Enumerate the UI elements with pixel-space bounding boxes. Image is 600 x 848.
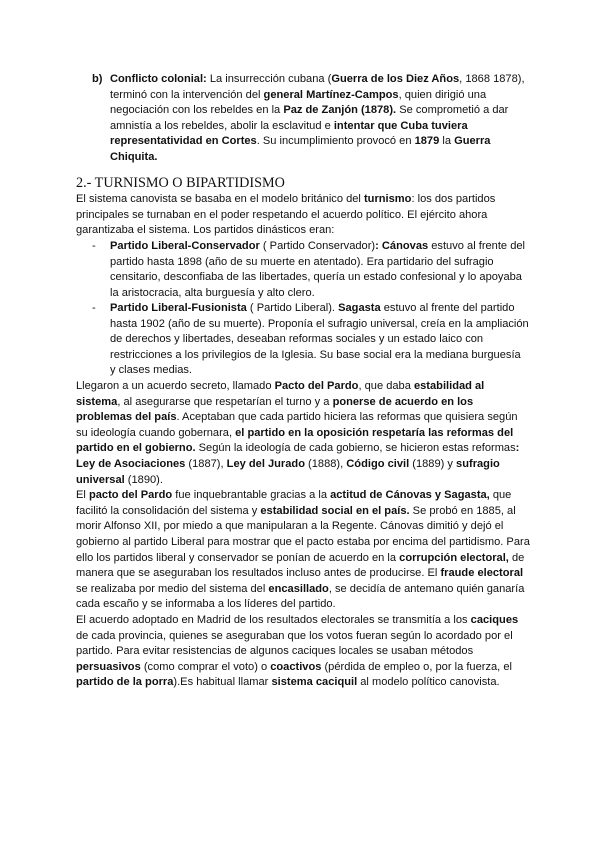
text-line [76,488,530,504]
text-run: (1888), [304,457,347,470]
text-line [110,332,529,348]
text-run: Según la ideología de cada gobierno, se hicieron estas reformas [195,442,516,455]
text-run: y clases medias. [110,364,193,377]
text-run: ( Partido Liberal). [246,302,339,314]
bold-text: corrupción electoral, [399,551,509,564]
text-run: manera que se aseguraban los resultados incluso antes de producirse. El [76,567,441,580]
text-line [76,582,530,598]
text-run: , que daba [358,380,414,392]
text-run: negociación con los rebeldes en la [110,104,284,117]
bold-text: Partido Liberal-Conservador [110,240,260,252]
text-run: morir Alfonso XII, por miedo a que manipularan a la Regente. Cánovas dimitió y dejó el [76,520,504,533]
bold-text: Paz de Zanjón (1878). [283,104,397,117]
bold-text: encasillado [268,582,329,595]
text-line [110,103,525,119]
text-run: (pérdida de empleo o, por la fuerza, el [321,660,512,673]
bold-text: Guerra de los Diez Años [331,73,460,85]
text-line [110,134,525,150]
bold-text: Sagasta [338,302,381,314]
intro-paragraph [76,192,495,239]
text-run: restricciones a los privilegios de la Iglesia. Su base social era la mediana burguesía [110,348,521,361]
text-line [110,88,525,104]
text-run: estuvo al frente del [428,240,525,252]
text-run: El acuerdo adoptado en Madrid de los resultados electorales se transmitía a los [76,613,471,626]
bold-text: estabilidad social en el país. [260,504,410,517]
text-run: de [508,551,525,564]
text-line [76,644,530,660]
bold-text: Guerra [454,135,491,148]
text-run: facilitó la consolidación del sistema y [76,504,261,517]
section-title: 2.- TURNISMO O BIPARTIDISMO [76,175,285,191]
bold-text: Cánovas [381,240,429,252]
text-line [110,119,525,135]
bullet-dash: - [92,240,96,252]
text-line [76,551,530,567]
bold-text: Código civil [346,457,410,470]
text-line [76,675,530,691]
text-line [76,379,530,395]
text-run: hasta 1902 (año de su muerte). Proponía el sufragio universal, creía en la ampliación [110,317,529,330]
bold-text: Chiquita. [110,150,158,163]
text-run: su ideología cuando gobernara, [76,426,236,439]
body-paragraphs [76,379,530,691]
bold-text: coactivos [270,660,322,673]
text-run: que [489,489,512,502]
text-line [110,239,525,255]
text-line [76,208,495,224]
bold-text: actitud de Cánovas y Sagasta, [330,489,490,502]
text-line [76,629,530,645]
text-run: (1890). [124,473,163,486]
bold-text: estabilidad al [413,380,485,392]
text-line [76,441,530,457]
text-line [76,223,495,239]
text-run: cada escaño y se informaba a los líderes del partido. [76,598,336,611]
text-line [76,504,530,520]
text-run: : los dos partidos [411,193,496,205]
text-run: , 1868 1878), [459,73,525,85]
text-run: ello los partidos liberal y conservador se ponían de acuerdo en la [76,551,400,564]
bold-text: : [515,442,520,455]
text-run: ( Partido Conservador) [259,240,376,252]
bullet-fusionista [110,301,529,379]
text-line [76,473,530,489]
text-line [76,519,530,535]
bold-text: 1879 [414,135,440,148]
bold-text: problemas del país [76,411,177,424]
item-b-paragraph [110,72,525,166]
text-line [110,286,525,302]
text-line [110,348,529,364]
text-line [76,566,530,582]
bold-text: Partido Liberal-Fusionista [110,302,247,314]
text-run: censitario, desconfiaba de las libertades, quería un estado confesional y lo apoyaba [110,271,522,284]
bold-text: Pacto del Pardo [274,380,359,392]
text-run: amnistía a los rebeldes, abolir la esclavitud e [110,119,334,132]
text-line [110,150,525,166]
text-line [76,613,530,629]
text-run: (1887), [185,457,227,470]
bold-text: el partido en la oposición respetaría las reformas del [235,426,514,439]
bold-text: ponerse de acuerdo en los [332,395,474,408]
text-line [110,317,529,333]
text-run: La insurrección cubana ( [206,73,332,85]
text-line [76,535,530,551]
bold-text: representatividad en Cortes [110,135,257,148]
bold-text: fraude electoral [440,567,524,580]
bold-text: caciques [470,613,519,626]
text-line [76,660,530,676]
text-run: El [76,489,89,502]
bold-text: general Martínez-Campos [263,88,399,101]
text-run: Se comprometió a dar [396,104,509,117]
text-run: ).Es habitual llamar [173,676,272,689]
text-run: fue inquebrantable gracias a la [172,489,331,502]
text-run: estuvo al frente del partido [380,302,515,314]
text-run: partido. Para evitar resistencias de algunos caciques locales se usaban métodos [76,645,474,658]
text-run: terminó con la intervención del [110,88,264,101]
text-line [110,270,525,286]
bold-text: sistema caciquil [271,676,358,689]
text-run: . Su incumplimiento provocó en [256,135,415,148]
text-line [110,255,525,271]
text-line [76,457,530,473]
text-line [110,301,529,317]
text-run: , quien dirigió una [398,88,487,101]
bold-text: : [375,240,379,252]
bold-text: partido en el gobierno. [76,442,196,455]
text-line [76,597,530,613]
list-marker-b: b) [92,73,103,85]
bullet-dash: - [92,302,96,314]
text-line [76,192,495,208]
bold-text: turnismo [363,193,412,205]
text-run: , al asegurarse que respetarían el turno y a [117,395,333,408]
text-run: de derechos y libertades, deseaban reformas sociales y un estado laico con [110,333,484,346]
text-run: , se decidía de antemano quién ganaría [328,582,525,595]
text-run: principales se turnaban en el poder respetando el acuerdo político. El ejército ahora [76,208,488,221]
bold-text: partido de la porra [76,676,174,689]
bold-text: universal [76,473,125,486]
text-line [110,72,525,88]
text-line [110,363,529,379]
text-run: garantizaba el sistema. Los partidos dinásticos eran: [76,224,335,237]
text-line [76,395,530,411]
text-run: gobierno al partido Liberal para mostrar que el pacto estaba por encima del partidismo. Para [76,535,530,548]
text-line [76,426,530,442]
text-run: partido hasta 1898 (año de su muerte en atentado). Era partidario del sufragio [110,255,494,268]
text-run: (como comprar el voto) o [140,660,271,673]
bold-text: sufragio [456,457,500,470]
text-run: la aristocracia, alta burguesía y alto clero. [110,286,315,299]
bold-text: intentar que Cuba tuviera [333,119,468,132]
bullet-conservador [110,239,525,301]
text-run: al modelo político canovista. [357,676,500,689]
text-line [76,410,530,426]
text-run: se realizaba por medio del sistema del [76,582,269,595]
bold-text: sistema [76,395,118,408]
text-run: . Aceptaban que cada partido hiciera las reformas que quisiera según [176,411,518,424]
text-run: la [439,135,455,148]
text-run: de cada provincia, quienes se aseguraban que los votos fueran según lo acordado por el [76,629,513,642]
bold-text: Ley de Asociaciones [76,457,186,470]
text-run: (1889) y [409,457,457,470]
bold-text: Ley del Jurado [226,457,305,470]
text-run: Se probó en 1885, al [409,504,516,517]
bold-text: persuasivos [76,660,141,673]
bold-text: Conflicto colonial: [110,73,207,85]
text-run: El sistema canovista se basaba en el modelo británico del [76,193,364,205]
text-run: Llegaron a un acuerdo secreto, llamado [76,380,275,392]
bold-text: pacto del Pardo [88,489,173,502]
